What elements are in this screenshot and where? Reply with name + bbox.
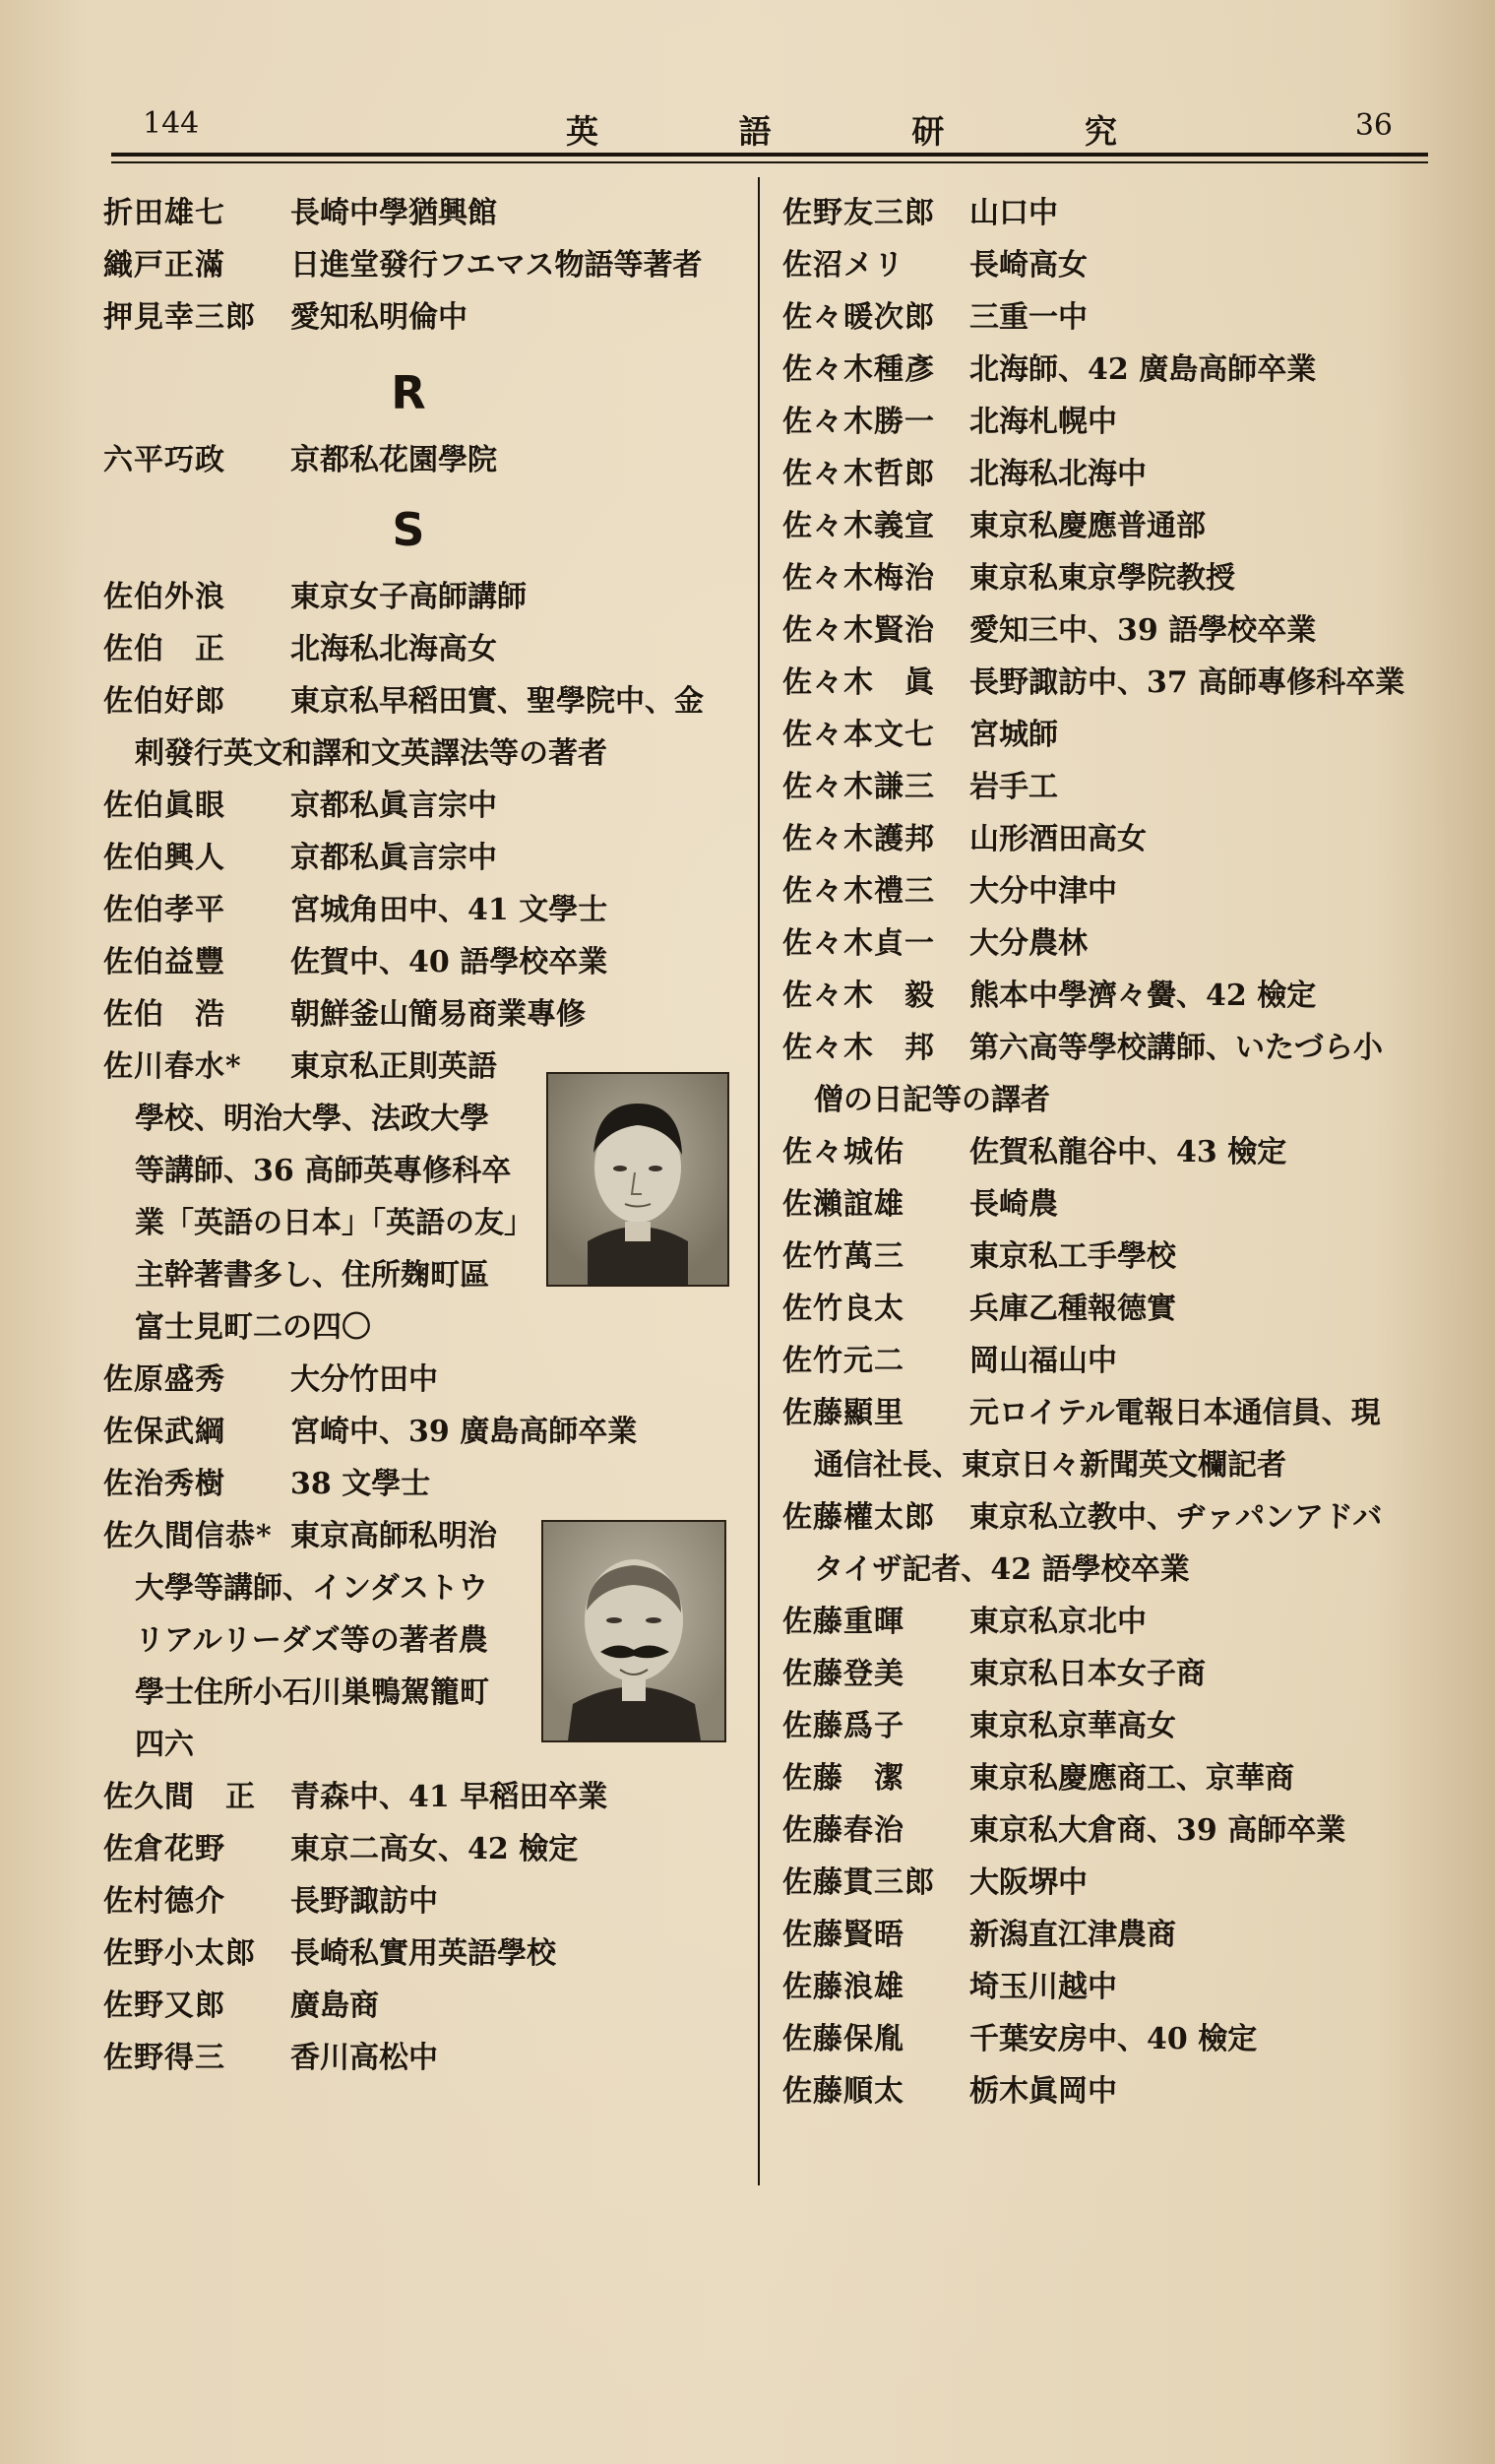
directory-entry (103, 187, 743, 239)
directory-entry (103, 571, 743, 623)
directory-entry (782, 917, 1432, 970)
entry-continuation: 業「英語の日本」「英語の友」 (135, 1206, 533, 1240)
entry-desc: 東京私東京學院教授 (969, 561, 1235, 596)
entry-name: 佐々本文七 (782, 718, 935, 752)
directory-entry (782, 1022, 1432, 1074)
entry-continuation: 主幹著書多し、住所麹町區 (135, 1258, 489, 1293)
entry-name: 佐々木 眞 (782, 665, 935, 700)
entry-desc: 京都私眞言宗中 (290, 841, 497, 875)
page-number-right: 36 (1354, 108, 1393, 143)
entry-name: 佐保武綱 (103, 1415, 225, 1449)
entry-desc: 元ロイテル電報日本通信員、現 (969, 1396, 1381, 1430)
directory-entry (103, 623, 743, 675)
directory-entry (103, 239, 743, 291)
entry-desc: 青森中、41 早稻田卒業 (290, 1780, 608, 1814)
entry-name: 佐竹萬三 (782, 1239, 904, 1274)
directory-entry (782, 1857, 1432, 1909)
header-rule-thin (111, 161, 1428, 163)
entry-name: 佐久間信恭* (103, 1519, 273, 1553)
directory-entry (782, 604, 1432, 657)
entry-name: 佐藤保胤 (782, 2022, 904, 2056)
entry-desc: 長崎農 (969, 1187, 1058, 1222)
entry-name: 佐々木賢治 (782, 613, 935, 648)
right-column (782, 187, 1432, 2117)
entry-name: 佐瀨誼雄 (782, 1187, 904, 1222)
entry-desc: 宮城師 (969, 718, 1058, 752)
entry-continuation: 學士住所小石川巣鴨駕籠町 (135, 1675, 489, 1710)
entry-desc: 北海札幌中 (969, 405, 1117, 439)
entry-name: 佐伯外浪 (103, 580, 225, 614)
directory-entry (782, 396, 1432, 448)
directory-entry (103, 675, 743, 727)
entry-name: 佐村德介 (103, 1884, 225, 1919)
entry-name: 佐倉花野 (103, 1832, 225, 1866)
entries-mid (103, 1354, 743, 1510)
directory-entry (782, 344, 1432, 396)
directory-entry (103, 1823, 743, 1875)
entry-name: 佐々木護邦 (782, 822, 935, 856)
entry-name: 佐藤權太郎 (782, 1500, 935, 1535)
entry-desc: 宮崎中、39 廣島高師卒業 (290, 1415, 638, 1449)
entry-desc: 長崎私實用英語學校 (290, 1936, 556, 1971)
entry-desc: 東京二高女、42 檢定 (290, 1832, 579, 1866)
entry-name: 佐々木種彥 (782, 352, 935, 387)
entry-desc: 愛知私明倫中 (290, 300, 467, 335)
entry-desc: 大分竹田中 (290, 1362, 438, 1397)
directory-entry (782, 500, 1432, 552)
title-char: 究 (1084, 112, 1117, 151)
entry-name: 佐藤浪雄 (782, 1970, 904, 2004)
entry-name: 佐々木貞一 (782, 926, 935, 961)
entry-desc: 東京私早稻田實、聖學院中、金 (290, 684, 704, 719)
entry-desc: 東京私工手學校 (969, 1239, 1176, 1274)
entry-desc: 香川高松中 (290, 2041, 438, 2075)
directory-entry (782, 239, 1432, 291)
entry-name: 佐竹元二 (782, 1344, 904, 1378)
directory-entry (103, 1354, 743, 1406)
directory-entry (782, 187, 1432, 239)
entry-name: 佐々木 毅 (782, 979, 935, 1013)
entry-desc: 北海私北海高女 (290, 632, 497, 666)
entry-desc: 東京私京華高女 (969, 1709, 1176, 1743)
left-column (103, 187, 743, 2084)
directory-entry (782, 1648, 1432, 1700)
entry-continuation: 僧の日記等の譯者 (814, 1083, 1050, 1117)
entry-name: 佐藤順太 (782, 2074, 904, 2109)
directory-entry (782, 813, 1432, 865)
entry-desc: 長野諏訪中、37 高師專修科卒業 (969, 665, 1405, 700)
entry-desc: 長野諏訪中 (290, 1884, 438, 1919)
entry-name: 佐川春水* (103, 1049, 242, 1084)
entry-name: 佐伯孝平 (103, 893, 225, 927)
directory-entry (782, 1178, 1432, 1231)
entry-name: 佐伯益豐 (103, 945, 225, 979)
directory-entry (103, 988, 743, 1041)
entry-desc: 三重一中 (969, 300, 1088, 335)
entry-continuation: 通信社長、東京日々新聞英文欄記者 (814, 1448, 1286, 1483)
entry-continuation: 等講師、36 高師英專修科卒 (135, 1154, 512, 1188)
photo-entry-sakuma (103, 1510, 743, 1771)
entry-desc: 新潟直江津農商 (969, 1918, 1176, 1952)
header-rule-thick (111, 153, 1428, 157)
entry-name: 折田雄七 (103, 196, 225, 230)
entry-name: 織戸正滿 (103, 248, 225, 283)
title-char: 研 (911, 112, 945, 151)
entry-desc: 大分中津中 (969, 874, 1117, 909)
entry-name: 佐々木 邦 (782, 1031, 935, 1065)
entry-name: 佐伯興人 (103, 841, 225, 875)
entry-desc: 北海私北海中 (969, 457, 1147, 491)
entry-name: 佐藤顯里 (782, 1396, 904, 1430)
entry-name: 六平巧政 (103, 443, 225, 477)
entry-desc: 熊本中學濟々黌、42 檢定 (969, 979, 1317, 1013)
directory-entry (782, 1961, 1432, 2013)
entry-desc: 東京私立教中、ヂァパンアドバ (969, 1500, 1383, 1535)
directory-entry (782, 291, 1432, 344)
entry-name: 佐藤賢晤 (782, 1918, 904, 1952)
entry-name: 佐久間 正 (103, 1780, 256, 1814)
entry-name: 佐藤貫三郎 (782, 1865, 935, 1900)
entry-name: 佐々木勝一 (782, 405, 935, 439)
entry-desc: 東京私慶應普通部 (969, 509, 1206, 543)
directory-entry (782, 657, 1432, 709)
entry-desc: 京都私花園學院 (290, 443, 497, 477)
entry-desc: 東京私大倉商、39 高師卒業 (969, 1813, 1346, 1848)
directory-entry (103, 1875, 743, 1927)
running-title (566, 106, 1117, 153)
entry-continuation: タイザ記者、42 語學校卒業 (814, 1552, 1190, 1587)
entry-name: 佐伯 正 (103, 632, 225, 666)
entry-name: 佐藤 潔 (782, 1761, 904, 1796)
entry-name: 佐野小太郎 (103, 1936, 256, 1971)
directory-entry (103, 884, 743, 936)
entry-desc: 東京高師私明治 (290, 1519, 497, 1553)
entry-continuation: 四六 (135, 1728, 194, 1762)
entry-desc: 日進堂發行フエマス物語等著者 (290, 248, 703, 283)
entries-top (103, 187, 743, 344)
entry-desc: 38 文學士 (290, 1467, 431, 1501)
entry-desc: 山形酒田高女 (969, 822, 1147, 856)
directory-entry (782, 2065, 1432, 2117)
entry-desc: 岡山福山中 (969, 1344, 1117, 1378)
entry-name: 佐原盛秀 (103, 1362, 225, 1397)
entry-continuation: 剌發行英文和譯和文英譯法等の著者 (135, 736, 607, 771)
entry-name: 佐野友三郎 (782, 196, 935, 230)
entry-name: 佐竹良太 (782, 1292, 904, 1326)
directory-entry (103, 1980, 743, 2032)
entry-desc: 東京私京北中 (969, 1605, 1147, 1639)
directory-entry (782, 1752, 1432, 1804)
entry-desc: 佐賀中、40 語學校卒業 (290, 945, 608, 979)
entry-desc: 東京私慶應商工、京華商 (969, 1761, 1294, 1796)
section-letter-s: S (392, 503, 425, 556)
entry-desc: 北海師、42 廣島高師卒業 (969, 352, 1317, 387)
entry-name: 佐藤登美 (782, 1657, 904, 1691)
entry-name: 佐々木梅治 (782, 561, 935, 596)
entry-desc: 朝鮮釜山簡易商業專修 (290, 997, 586, 1032)
entry-desc: 京都私眞言宗中 (290, 789, 497, 823)
directory-entry (103, 1927, 743, 1980)
entry-desc: 栃木眞岡中 (969, 2074, 1117, 2109)
directory-entry (782, 1491, 1432, 1544)
directory-entry (103, 291, 743, 344)
entry-name: 佐藤春治 (782, 1813, 904, 1848)
column-divider (758, 177, 760, 2185)
directory-entry (782, 1909, 1432, 1961)
entry-desc: 山口中 (969, 196, 1058, 230)
entry-name: 押見幸三郎 (103, 300, 256, 335)
directory-entry (782, 709, 1432, 761)
directory-entry (782, 1596, 1432, 1648)
entry-desc: 長崎高女 (969, 248, 1088, 283)
directory-entry (103, 1406, 743, 1458)
entry-continuation: 大學等講師、インダストウ (135, 1571, 488, 1606)
entry-name: 佐藤爲子 (782, 1709, 904, 1743)
directory-entry (782, 552, 1432, 604)
entry-name: 佐々暖次郎 (782, 300, 935, 335)
directory-entry (782, 1700, 1432, 1752)
directory-entry (782, 1283, 1432, 1335)
entry-desc: 東京女子高師講師 (290, 580, 527, 614)
entry-desc: 大分農林 (969, 926, 1088, 961)
directory-entry (103, 2032, 743, 2084)
entry-name: 佐治秀樹 (103, 1467, 225, 1501)
directory-entry (103, 936, 743, 988)
directory-entry (103, 1771, 743, 1823)
directory-entry (103, 434, 743, 486)
section-letter-r: R (391, 366, 426, 419)
entry-desc: 第六高等學校講師、いたづら小 (969, 1031, 1383, 1065)
entry-name: 佐沼メリ (782, 248, 904, 283)
directory-entry (782, 2013, 1432, 2065)
entry-desc: 埼玉川越中 (969, 1970, 1117, 2004)
entry-desc: 東京私正則英語 (290, 1049, 497, 1084)
directory-entry (782, 448, 1432, 500)
entry-name: 佐々木義宣 (782, 509, 935, 543)
entry-name: 佐野得三 (103, 2041, 225, 2075)
directory-entry (782, 1126, 1432, 1178)
title-char: 語 (738, 112, 772, 151)
entry-name: 佐野又郎 (103, 1989, 225, 2023)
entry-desc: 東京私日本女子商 (969, 1657, 1206, 1691)
page-header (113, 106, 1432, 156)
entry-name: 佐伯好郎 (103, 684, 225, 719)
entry-desc: 宮城角田中、41 文學士 (290, 893, 608, 927)
entry-continuation: 學校、明治大學、法政大學 (135, 1102, 489, 1136)
entries-bottom (103, 1771, 743, 2084)
directory-entry (103, 780, 743, 832)
entry-name: 佐伯 浩 (103, 997, 225, 1032)
photo-entry-sagawa (103, 1041, 743, 1354)
directory-entry (782, 1804, 1432, 1857)
directory-entry (782, 761, 1432, 813)
entry-desc: 廣島商 (290, 1989, 379, 2023)
entries-s (103, 571, 743, 1041)
directory-entry (782, 865, 1432, 917)
entry-name: 佐伯眞眼 (103, 789, 225, 823)
directory-entry (103, 1458, 743, 1510)
entry-desc: 千葉安房中、40 檢定 (969, 2022, 1258, 2056)
entry-desc: 愛知三中、39 語學校卒業 (969, 613, 1317, 648)
directory-entry (103, 832, 743, 884)
entry-continuation: リアルリーダズ等の著者農 (135, 1623, 488, 1658)
entry-desc: 佐賀私龍谷中、43 檢定 (969, 1135, 1287, 1169)
entry-name: 佐々木禮三 (782, 874, 935, 909)
entry-desc: 兵庫乙種報德實 (969, 1292, 1176, 1326)
entry-name: 佐々木謙三 (782, 770, 935, 804)
directory-entry (782, 1335, 1432, 1387)
directory-entry (782, 970, 1432, 1022)
title-char: 英 (566, 112, 598, 151)
entry-continuation: 富士見町二の四〇 (135, 1310, 371, 1345)
entry-name: 佐藤重暉 (782, 1605, 904, 1639)
entry-name: 佐々木哲郎 (782, 457, 935, 491)
portrait-photo (541, 1520, 726, 1742)
portrait-photo (546, 1072, 729, 1287)
directory-entry (782, 1231, 1432, 1283)
page-number-left: 144 (143, 106, 200, 141)
directory-entry (782, 1387, 1432, 1439)
entry-desc: 大阪堺中 (969, 1865, 1088, 1900)
entry-desc: 長崎中學猶興館 (290, 196, 497, 230)
entry-desc: 岩手工 (969, 770, 1058, 804)
entry-name: 佐々城佑 (782, 1135, 904, 1169)
